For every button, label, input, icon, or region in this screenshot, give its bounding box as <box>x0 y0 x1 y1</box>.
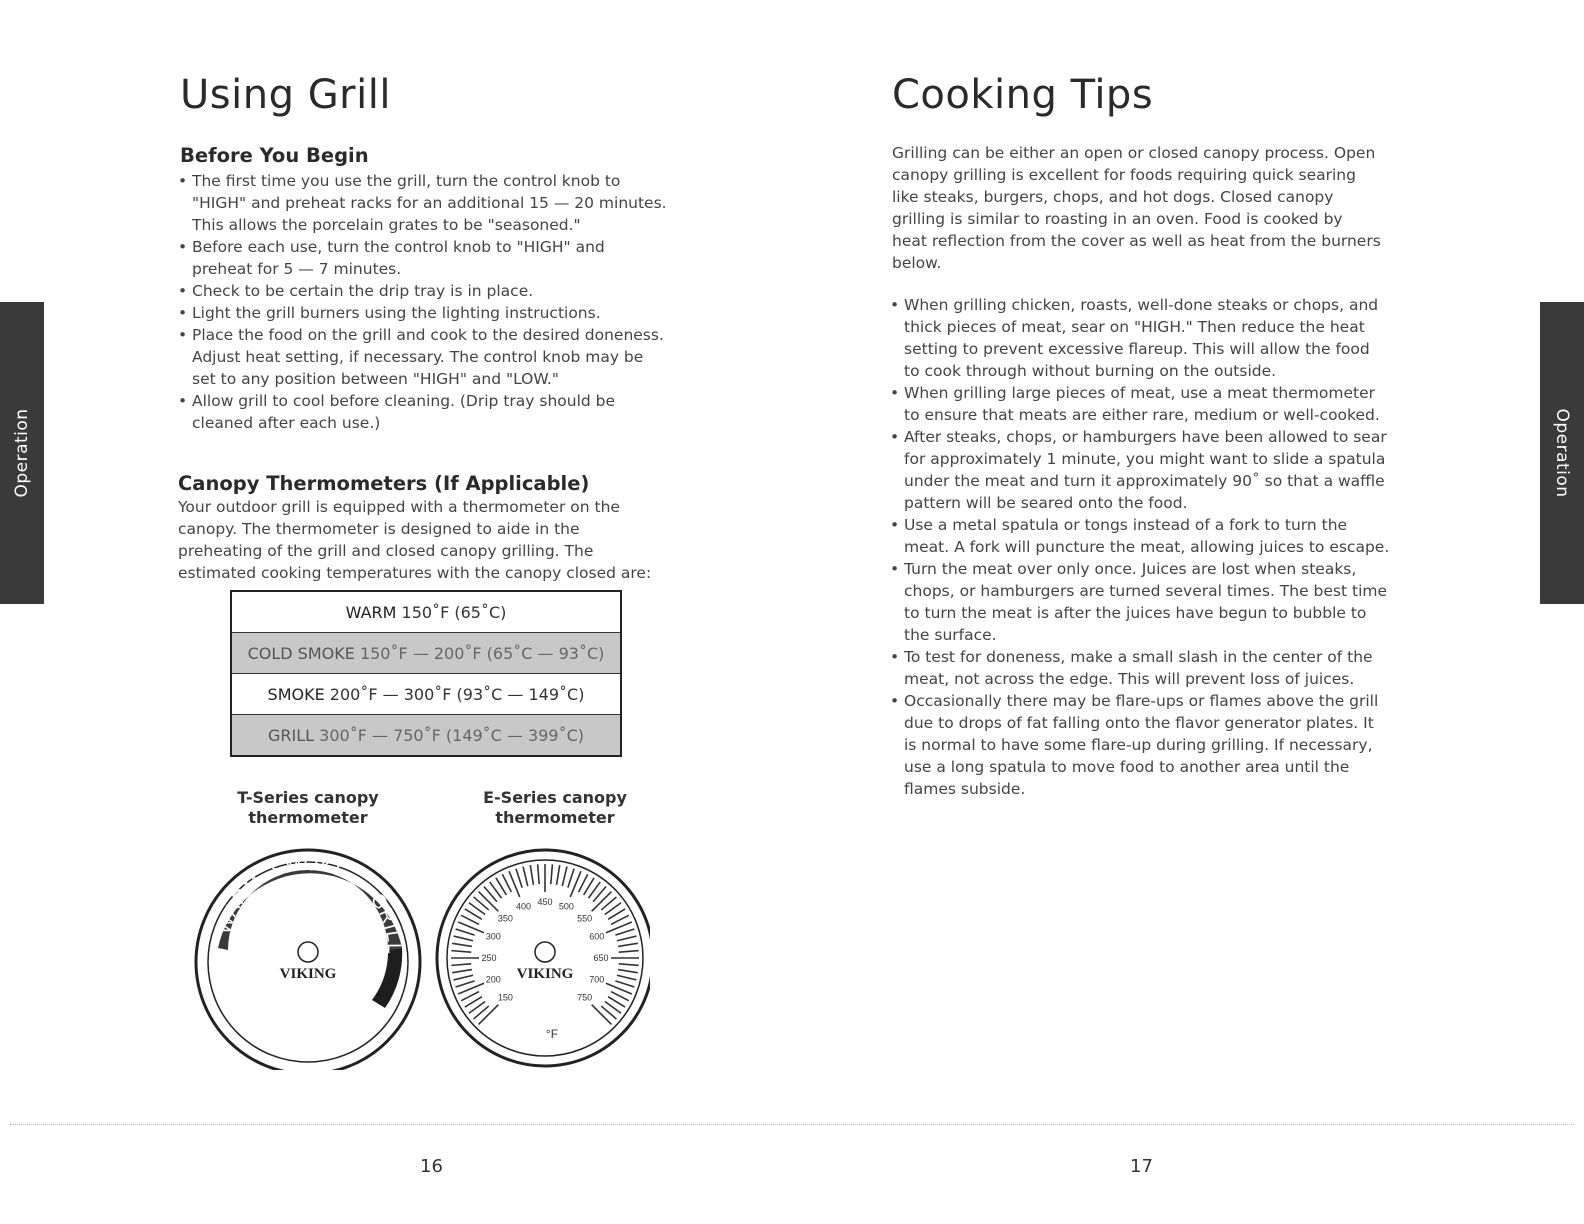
page-number: 17 <box>1130 1156 1153 1177</box>
dial-scale-label: 150 <box>497 992 513 1003</box>
dial-scale-label: 450 <box>537 897 553 907</box>
temp-range: 150˚F — 200˚F (65˚C — 93˚C) <box>359 643 605 663</box>
operation-side-tab <box>0 302 44 604</box>
canopy-thermometers-text: Your outdoor grill is equipped with a thermometer on the canopy. The thermometer is designed to aide in the preheating of the grill and closed canopy grilling. The estimated cooking temperatures with the canopy closed are: <box>178 498 652 582</box>
temp-name: SMOKE <box>267 684 325 704</box>
temp-range: 150˚F (65˚C) <box>401 602 507 622</box>
dial-scale-label: 750 <box>577 992 593 1003</box>
temp-name: WARM <box>345 602 397 622</box>
dial-scale-label: 300 <box>485 931 501 942</box>
dial-label: WARM <box>213 870 267 937</box>
dial-unit: °F <box>545 1027 559 1041</box>
side-tab-label: Operation <box>12 408 32 498</box>
list-item: • When grilling chicken, roasts, well-done steaks or chops, and thick pieces of meat, sear on "HIGH." Then reduce the heat setting to prevent excessive flareup. This will allow the food to cook through without burning on the outside. <box>890 294 1390 382</box>
cooking-tips-list <box>890 294 1390 800</box>
footer-divider <box>10 1124 1574 1125</box>
dial-scale-label: 350 <box>497 913 513 924</box>
before-you-begin-list <box>178 170 668 434</box>
page-number: 16 <box>420 1156 443 1177</box>
dial-pivot-icon <box>535 942 555 962</box>
list-item: • Use a metal spatula or tongs instead of a fork to turn the meat. A fork will puncture the meat, allowing juices to escape. <box>890 514 1390 558</box>
operation-side-tab <box>1540 302 1584 604</box>
side-tab-label: Operation <box>1552 408 1572 498</box>
thermometer-illustrations <box>190 830 650 1070</box>
list-item: • Light the grill burners using the lighting instructions. <box>178 302 668 324</box>
dial-label: SMOKE <box>268 853 352 884</box>
table-row <box>231 633 621 674</box>
list-item: • Place the food on the grill and cook to the desired doneness. Adjust heat setting, if necessary. The control knob may be set to any position between "HIGH" and "LOW." <box>178 324 668 390</box>
list-item: • Allow grill to cool before cleaning. (Drip tray should be cleaned after each use.) <box>178 390 668 434</box>
right-page <box>792 0 1584 1224</box>
canopy-thermometers-heading: Canopy Thermometers (If Applicable) <box>178 472 590 495</box>
list-item: • When grilling large pieces of meat, use a meat thermometer to ensure that meats are either rare, medium or well-cooked. <box>890 382 1390 426</box>
list-item: • After steaks, chops, or hamburgers have been allowed to sear for approximately 1 minute, you might want to slide a spatula under the meat and turn it approximately 90˚ so that a waffle pattern will be seared onto the food. <box>890 426 1390 514</box>
page-title: Using Grill <box>180 72 391 118</box>
dial-scale-label: 650 <box>593 953 609 963</box>
temp-range: 300˚F — 750˚F (149˚C — 399˚C) <box>319 725 584 745</box>
table-row <box>231 715 621 757</box>
dial-scale-label: 550 <box>577 913 593 924</box>
dial-scale-label: 600 <box>589 931 605 942</box>
t-series-caption: T-Series canopy thermometer <box>237 788 379 827</box>
dial-label: GRILL <box>365 889 405 955</box>
dial-pivot-icon <box>298 942 318 962</box>
dial-scale-label: 200 <box>485 974 501 985</box>
cooking-tips-intro: Grilling can be either an open or closed canopy process. Open canopy grilling is excellent for foods requiring quick searing like steaks, burgers, chops, and hot dogs. Closed canopy grilling is similar to roasting in an oven. Food is cooked by heat reflection from the cover as well as heat from the burners below. <box>892 144 1381 272</box>
dial-brand: VIKING <box>279 966 337 982</box>
list-item: • Before each use, turn the control knob to "HIGH" and preheat for 5 — 7 minutes. <box>178 236 668 280</box>
page-title: Cooking Tips <box>892 72 1154 118</box>
t-series-dial <box>196 850 420 1070</box>
dial-brand: VIKING <box>516 966 574 982</box>
dial-scale-label: 700 <box>589 974 605 985</box>
dial-scale-label: 250 <box>481 953 497 963</box>
list-item: • Turn the meat over only once. Juices are lost when steaks, chops, or hamburgers are turned several times. The best time to turn the meat is after the juices have begun to bubble to the surface. <box>890 558 1390 646</box>
list-item: • To test for doneness, make a small slash in the center of the meat, not across the edge. This will prevent loss of juices. <box>890 646 1390 690</box>
e-series-dial <box>437 850 650 1066</box>
dial-scale-label: 400 <box>516 901 532 912</box>
table-row <box>231 591 621 633</box>
dial-scale-label: 500 <box>558 901 574 912</box>
temp-name: GRILL <box>268 725 315 745</box>
temperature-table <box>230 590 622 757</box>
e-series-caption: E-Series canopy thermometer <box>483 788 627 827</box>
list-item: • Check to be certain the drip tray is in place. <box>178 280 668 302</box>
temp-name: COLD SMOKE <box>247 643 355 663</box>
list-item: • The first time you use the grill, turn the control knob to "HIGH" and preheat racks for an additional 15 — 20 minutes. This allows the porcelain grates to be "seasoned." <box>178 170 668 236</box>
list-item: • Occasionally there may be flare-ups or flames above the grill due to drops of fat falling onto the flavor generator plates. It is normal to have some flare-up during grilling. If necessary, use a long spatula to move food to another area until the flames subside. <box>890 690 1390 800</box>
temp-range: 200˚F — 300˚F (93˚C — 149˚C) <box>329 684 585 704</box>
table-row <box>231 674 621 715</box>
before-you-begin-heading: Before You Begin <box>180 144 369 167</box>
